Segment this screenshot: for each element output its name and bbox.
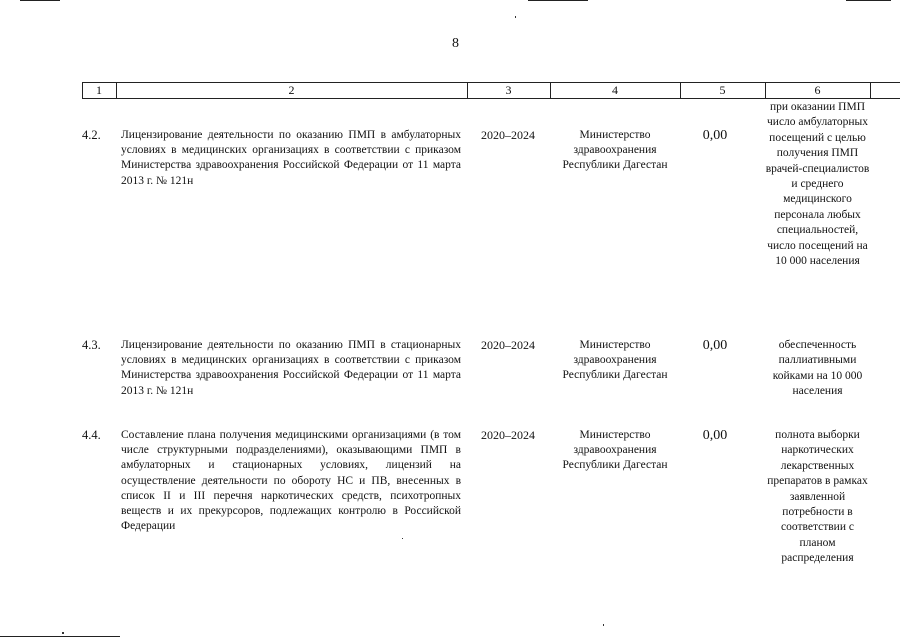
column-header-1: 1 [96, 83, 102, 97]
scan-speck [603, 624, 604, 626]
row-executor: Министерство здравоохранения Республики Дагестан [562, 429, 668, 472]
carryover-indicator: при оказании ПМП число амбулаторных посещений с целью получения ПМП врачей-специалистов и среднего медицинского персонала любых специальностей, число посещений на 10 000 населения [765, 101, 870, 268]
row-financing: 0,00 [702, 338, 728, 353]
row-financing: 0,00 [702, 128, 728, 143]
row-number: 4.3. [82, 338, 101, 352]
column-header-5: 5 [719, 83, 726, 97]
page-number: 8 [452, 36, 459, 51]
row-indicator: полнота выборки наркотических лекарственных препаратов в рамках заявленной потребности в соответствии с планом распределения [767, 429, 868, 565]
scan-edge-line [528, 0, 588, 1]
row-description: Составление плана получения медицинскими организациями (в том числе структурными подразделениями), оказывающими ПМП в амбулаторных и стационарных условиях, лицензий на осуществление деятельности по обороту НС и ПВ, внесенных в список II и III перечня наркотических средств, психотропных веществ и их прекурсоров, подлежащих контролю в Российской Федерации [121, 429, 461, 533]
column-header-3: 3 [505, 83, 512, 97]
row-indicator: обеспеченность паллиативными койками на 10 000 населения [772, 339, 863, 398]
scan-speck [62, 632, 64, 634]
row-number: 4.2. [82, 128, 101, 142]
row-executor: Министерство здравоохранения Республики Дагестан [562, 129, 668, 172]
scan-edge-line [0, 636, 120, 637]
column-header-6: 6 [814, 83, 821, 97]
row-description: Лицензирование деятельности по оказанию ПМП в амбулаторных условиях в медицинских организациях в соответствии с приказом Министерства здравоохранения Российской Федерации от 11 марта 2013 г. № 121н [121, 129, 461, 187]
scan-speck [402, 538, 403, 539]
scan-edge-line [20, 0, 60, 1]
column-header-2: 2 [288, 83, 295, 97]
column-header-4: 4 [612, 83, 618, 97]
row-financing: 0,00 [702, 428, 728, 443]
row-number: 4.4. [82, 428, 101, 442]
scan-edge-line [846, 0, 891, 1]
scan-speck [515, 16, 516, 18]
row-period: 2020–2024 [481, 428, 535, 442]
row-executor: Министерство здравоохранения Республики Дагестан [562, 339, 668, 382]
table-header-bottom-border [82, 98, 900, 99]
column-divider [870, 82, 871, 99]
row-period: 2020–2024 [481, 338, 535, 352]
row-period: 2020–2024 [481, 128, 535, 142]
row-description: Лицензирование деятельности по оказанию ПМП в стационарных условиях в медицинских организациях в соответствии с приказом Министерства здравоохранения Российской Федерации от 11 марта 2013 г. № 121н [121, 339, 461, 397]
